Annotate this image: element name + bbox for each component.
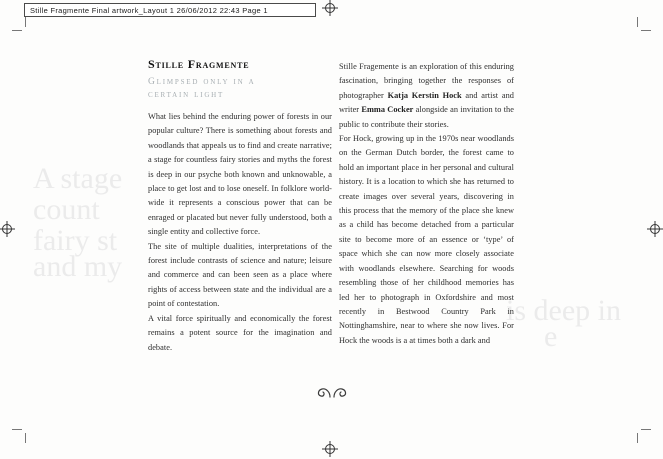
intro-text: and artist and writer bbox=[339, 90, 514, 115]
article-subtitle-line: certain light bbox=[148, 90, 225, 100]
crop-mark bbox=[637, 17, 638, 27]
ghost-text-line: A stage bbox=[33, 162, 123, 195]
registration-mark-icon bbox=[0, 221, 15, 237]
right-text-column bbox=[339, 60, 514, 348]
intro-text: Stille Fragemente is an exploration of this enduring fascination, bringing together the responses of photographer bbox=[339, 62, 514, 100]
ghost-text-line: and my bbox=[33, 250, 123, 283]
paragraph: What lies behind the enduring power of forests in our popular culture? There is something about forests and woodlands that appeals us to find and create narrative; a stage for countless fairy stories and myths the forest is deep in our psyche both known and unknowable, a place to get lost and to lose oneself. In folklore world-wide it represents a conscious power that can be enraged or placated but never fully understood, both a single entity and collective force. bbox=[148, 112, 332, 237]
crop-mark bbox=[25, 17, 26, 27]
crop-mark bbox=[12, 30, 22, 31]
crop-mark bbox=[641, 30, 651, 31]
crop-mark bbox=[25, 433, 26, 443]
crop-mark bbox=[637, 433, 638, 443]
paragraph bbox=[339, 60, 514, 132]
ornament-container bbox=[0, 386, 663, 404]
article-subtitle bbox=[148, 76, 332, 102]
paragraph: For Hock, growing up in the 1970s near woodlands on the German Dutch border, the forest came to hold an important place in her personal and cultural history. It is a location to which she has returned to create images over several years, discovering in this process that the memory of the place she knew as a child has become detached from a particular site to become more of an essence or ‘type’ of space which she can now more closely associate with woodlands elsewhere. Searching for woods resembling those of her childhood memories has led her to photograph in Oxfordshire and most recently in Bestwood Country Park in Nottinghamshire, near to where she now lives. For Hock the woods is a at times both a dark and bbox=[339, 134, 514, 345]
ghost-text-line: is deep in bbox=[506, 294, 621, 327]
photographer-name: Katja Kerstin Hock bbox=[387, 90, 462, 100]
paragraph: The site of multiple dualities, interpretations of the forest include contrasts of science and nature; leisure and commerce and can been seen as a place where rights of access between state and the individual are a point of contestation. bbox=[148, 241, 332, 309]
article-title: Stille Fragmente bbox=[148, 57, 250, 71]
registration-mark-icon bbox=[647, 221, 663, 237]
slug-line-box bbox=[24, 3, 316, 17]
intro-text: alongside an invitation to the public to contribute their stories. bbox=[339, 105, 514, 129]
ghost-text-line: count bbox=[33, 193, 100, 226]
crop-mark bbox=[641, 429, 651, 430]
registration-mark-icon bbox=[322, 0, 338, 16]
crop-mark bbox=[12, 429, 22, 430]
slug-line-text: Stille Fragmente Final artwork_Layout 1 26/06/2012 22:43 Page 1 bbox=[30, 5, 268, 15]
registration-mark-icon bbox=[322, 441, 338, 457]
left-text-column bbox=[148, 57, 332, 355]
ghost-text-line: e bbox=[544, 320, 558, 353]
paragraph: A vital force spiritually and economically the forest remains a potent source for the imagination and debate. bbox=[148, 313, 332, 352]
ghost-text-line: fairy st bbox=[33, 224, 118, 257]
article-subtitle-line: Glimpsed only in a bbox=[148, 77, 256, 87]
section-ornament-icon bbox=[317, 387, 347, 399]
writer-name: Emma Cocker bbox=[361, 105, 414, 115]
